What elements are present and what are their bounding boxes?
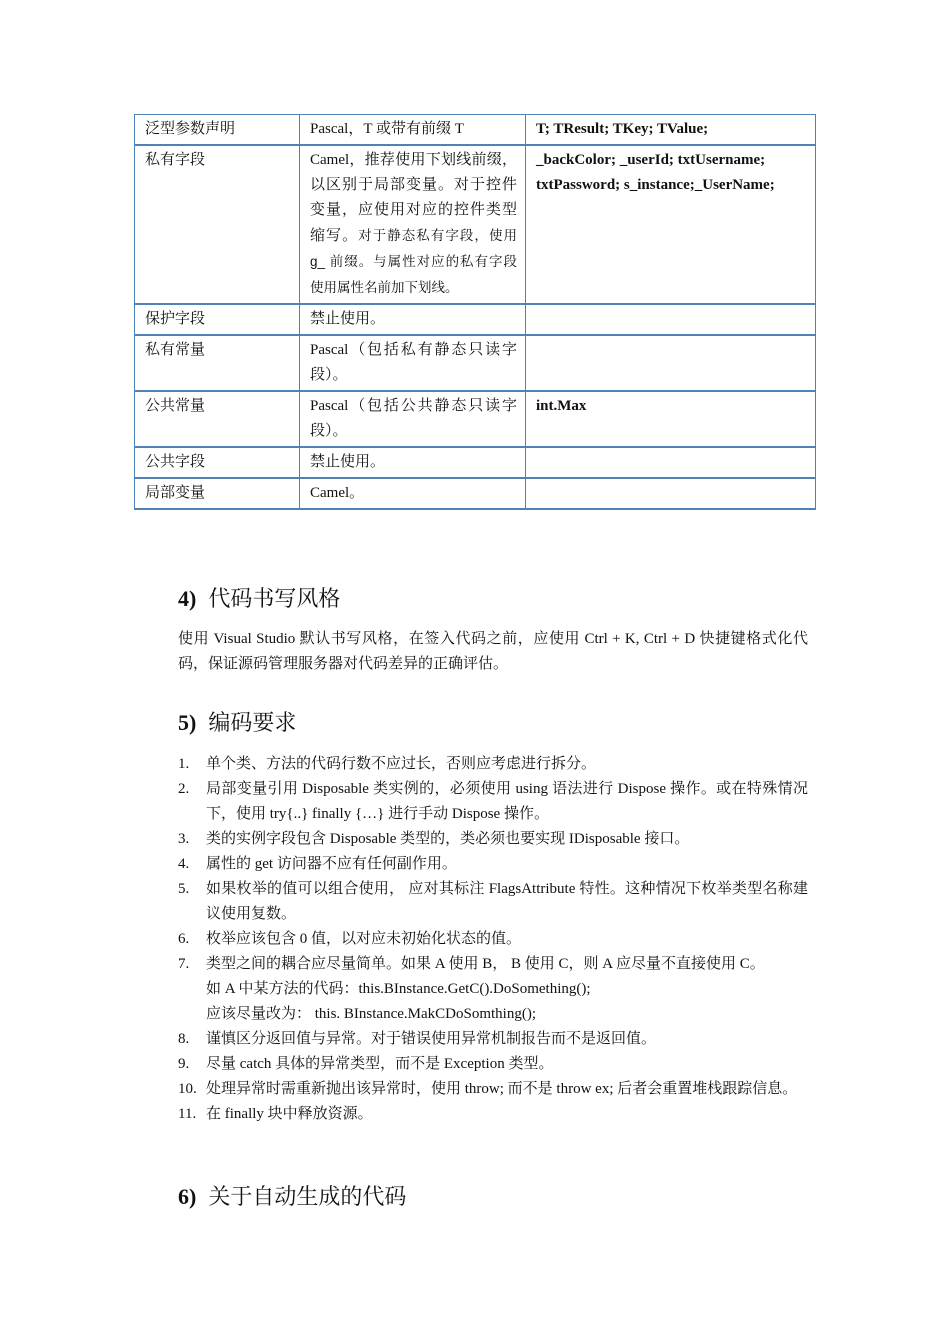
list-number: 6. [178, 931, 190, 947]
section-4-body: 使用 Visual Studio 默认书写风格，在签入代码之前，应使用 Ctrl + K, Ctrl + D 快捷键格式化代码，保证源码管理服务器对代码差异的正确评估。 [178, 631, 808, 672]
list-item [178, 927, 808, 952]
table-cell-rule: 禁止使用。 [300, 447, 526, 478]
section-5-heading [178, 706, 296, 737]
list-item [178, 1052, 808, 1077]
list-number: 5. [178, 881, 190, 897]
table-row [135, 391, 816, 447]
section-6-heading [178, 1180, 406, 1211]
table-row [135, 304, 816, 335]
list-text: 枚举应该包含 0 值，以对应未初始化状态的值。 [206, 931, 522, 947]
list-item [178, 1027, 808, 1052]
list-number: 3. [178, 831, 190, 847]
table-cell-example: _backColor; _userId; txtUsername; txtPassword; s_instance;_UserName; [526, 145, 816, 304]
section-number: 4) [178, 586, 197, 611]
table-row [135, 145, 816, 304]
list-item [178, 952, 808, 1027]
table-cell-rule: 禁止使用。 [300, 304, 526, 335]
list-item [178, 827, 808, 852]
table-cell-example [526, 447, 816, 478]
table-cell-example [526, 335, 816, 391]
table-cell-rule [300, 145, 526, 304]
list-item [178, 852, 808, 877]
list-number: 4. [178, 856, 190, 872]
table-cell-item: 私有常量 [135, 335, 300, 391]
naming-convention-table [134, 114, 816, 510]
table-cell-rule: Pascal（包括公共静态只读字段）。 [300, 391, 526, 447]
table-cell-example [526, 478, 816, 509]
section-number: 5) [178, 710, 197, 735]
table-cell-item: 保护字段 [135, 304, 300, 335]
list-text: 单个类、方法的代码行数不应过长，否则应考虑进行拆分。 [206, 756, 597, 772]
list-text: 谨慎区分返回值与异常。对于错误使用异常机制报告而不是返回值。 [206, 1031, 657, 1047]
list-item [178, 752, 808, 777]
list-number: 11. [178, 1106, 197, 1122]
list-number: 2. [178, 781, 190, 797]
table-cell-example: int.Max [526, 391, 816, 447]
section-title: 关于自动生成的代码 [208, 1184, 407, 1209]
table-cell-item: 公共常量 [135, 391, 300, 447]
list-text: 在 finally 块中释放资源。 [206, 1106, 373, 1122]
list-text: 属性的 get 访问器不应有任何副作用。 [206, 856, 457, 872]
list-number: 1. [178, 756, 190, 772]
list-item [178, 1102, 808, 1127]
table-cell-rule: Pascal（包括私有静态只读字段）。 [300, 335, 526, 391]
code-example-line: 应该尽量改为： this. BInstance.MakCDoSomthing(); [206, 1006, 536, 1022]
coding-requirements-list [178, 752, 808, 1127]
section-number: 6) [178, 1184, 197, 1209]
list-number: 9. [178, 1056, 190, 1072]
list-number: 10. [178, 1081, 197, 1097]
list-text: 处理异常时需重新抛出该异常时，使用 throw; 而不是 throw ex; 后者会重置堆栈跟踪信息。 [206, 1081, 798, 1097]
table-row [135, 478, 816, 509]
table-cell-example: T; TResult; TKey; TValue; [526, 115, 816, 146]
list-text: 局部变量引用 Disposable 类实例的，必须使用 using 语法进行 Dispose 操作。或在特殊情况下，使用 try{..} finally {…} 进行手动 Dispose 操作。 [206, 781, 808, 822]
table-row [135, 447, 816, 478]
list-number: 8. [178, 1031, 190, 1047]
list-text: 类型之间的耦合应尽量简单。如果 A 使用 B， B 使用 C，则 A 应尽量不直接使用 C。 [206, 956, 765, 972]
list-text: 尽量 catch 具体的异常类型，而不是 Exception 类型。 [206, 1056, 554, 1072]
table-row [135, 335, 816, 391]
list-text: 如果枚举的值可以组合使用， 应对其标注 FlagsAttribute 特性。这种情况下枚举类型名称建议使用复数。 [206, 881, 808, 922]
rule-text: Camel，推荐使用下划线前缀，以区别于局部变量。对于控件变量，应使用对应的控件类型缩写。 [310, 152, 517, 244]
table-cell-item: 泛型参数声明 [135, 115, 300, 146]
list-number: 7. [178, 956, 190, 972]
list-text: 类的实例字段包含 Disposable 类型的，类必须也要实现 IDisposable 接口。 [206, 831, 690, 847]
code-example-line: 如 A 中某方法的代码：this.BInstance.GetC().DoSomething(); [206, 981, 591, 997]
table-row [135, 115, 816, 146]
table-cell-item: 私有字段 [135, 145, 300, 304]
table-cell-rule: Camel。 [300, 478, 526, 509]
list-item [178, 777, 808, 827]
list-item [178, 877, 808, 927]
table-cell-rule: Pascal，T 或带有前缀 T [300, 115, 526, 146]
table-cell-example [526, 304, 816, 335]
table-cell-item: 局部变量 [135, 478, 300, 509]
section-title: 代码书写风格 [208, 586, 341, 611]
table-cell-item: 公共字段 [135, 447, 300, 478]
section-4-heading [178, 582, 340, 613]
rule-note: 对于静态私有字段，使用 g_ 前缀。与属性对应的私有字段使用属性名前加下划线。 [310, 228, 517, 295]
section-title: 编码要求 [208, 710, 297, 735]
list-item [178, 1077, 808, 1102]
